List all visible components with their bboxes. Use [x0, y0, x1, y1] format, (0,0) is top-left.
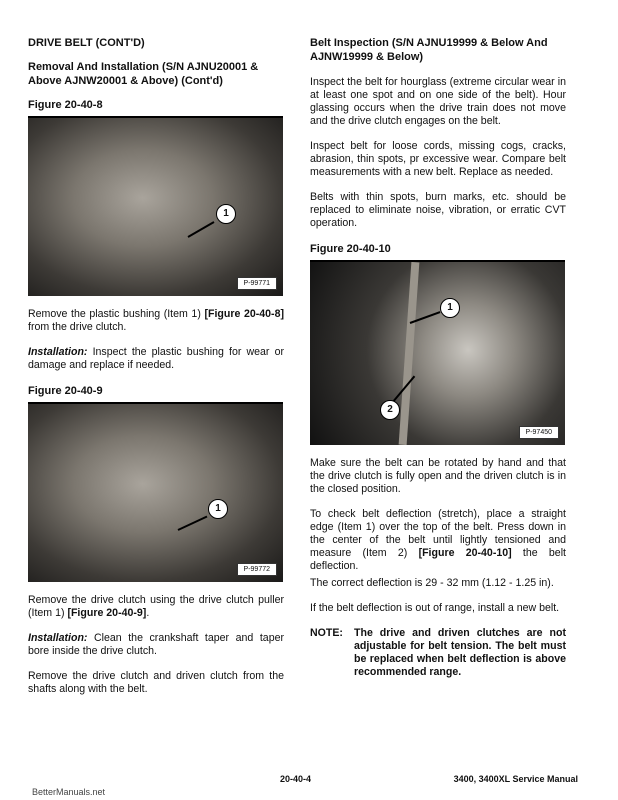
manual-title: 3400, 3400XL Service Manual [453, 774, 578, 784]
straight-edge [399, 262, 420, 445]
figure-label: Figure 20-40-9 [28, 385, 103, 397]
figure-label: Figure 20-40-8 [28, 99, 103, 111]
paragraph: Remove the plastic bushing (Item 1) [Figure 20-40-8] from the drive clutch. [28, 308, 284, 333]
site-watermark[interactable]: BetterManuals.net [32, 787, 106, 797]
left-column [28, 36, 284, 708]
callout-marker: 1 [216, 204, 236, 224]
paragraph: Inspect the belt for hourglass (extreme circular wear in at least one spot and on one side of the belt). Hour glassing occurs when the drive train does not move and the drive clutch engages on the belt. [310, 76, 566, 127]
right-column [310, 36, 566, 679]
paragraph: The correct deflection is 29 - 32 mm (1.12 - 1.25 in). [310, 577, 554, 589]
page-number: 20-40-4 [280, 774, 312, 784]
callout-marker-1: 1 [440, 298, 460, 318]
paragraph: Belts with thin spots, burn marks, etc. should be replaced to eliminate noise, vibration, or erratic CVT operation. [310, 191, 566, 229]
figure-photo-clutch-puller [28, 402, 283, 582]
figure-photo-belt-deflection [310, 260, 565, 445]
paragraph: Installation: Inspect the plastic bushing for wear or damage and replace if needed. [28, 346, 284, 371]
figure-label: Figure 20-40-10 [310, 243, 391, 255]
callout-arrow [188, 221, 215, 238]
figure-photo-drive-clutch [28, 116, 283, 296]
photo-number: P-99771 [237, 277, 277, 290]
callout-marker-2: 2 [380, 400, 400, 420]
subsection-title: Removal And Installation (S/N AJNU20001 & Above AJNW20001 & Above) (Cont'd) [28, 61, 259, 87]
photo-number: P-97450 [519, 426, 559, 439]
note-label: NOTE: [310, 627, 343, 639]
paragraph: If the belt deflection is out of range, install a new belt. [310, 602, 560, 614]
paragraph: Installation: Clean the crankshaft taper and taper bore inside the drive clutch. [28, 632, 284, 657]
paragraph: Remove the drive clutch and driven clutch from the shafts along with the belt. [28, 670, 284, 695]
section-title: DRIVE BELT (CONT'D) [28, 37, 145, 49]
callout-marker: 1 [208, 499, 228, 519]
paragraph: Make sure the belt can be rotated by hand and that the drive clutch is fully open and the driven clutch is in the closed position. [310, 457, 566, 495]
note-text: The drive and driven clutches are not adjustable for belt tension. The belt must be replaced when belt deflection is above recommended range. [354, 627, 566, 678]
note [310, 627, 566, 679]
subsection-title: Belt Inspection (S/N AJNU19999 & Below And AJNW19999 & Below) [310, 37, 548, 63]
paragraph: To check belt deflection (stretch), place a straight edge (Item 1) over the top of the belt. Press down in the center of the belt until lightly tensioned and measure (Item 2) [Figure 20-40-10] the belt deflection. [310, 508, 566, 572]
paragraph: Remove the drive clutch using the drive clutch puller (Item 1) [Figure 20-40-9]. [28, 594, 284, 619]
paragraph: Inspect belt for loose cords, missing cogs, cracks, abrasion, thin spots, pr excessive wear. Compare belt measurements with a new belt. Replace as needed. [310, 140, 566, 178]
photo-number: P-99772 [237, 563, 277, 576]
callout-arrow [178, 516, 208, 531]
